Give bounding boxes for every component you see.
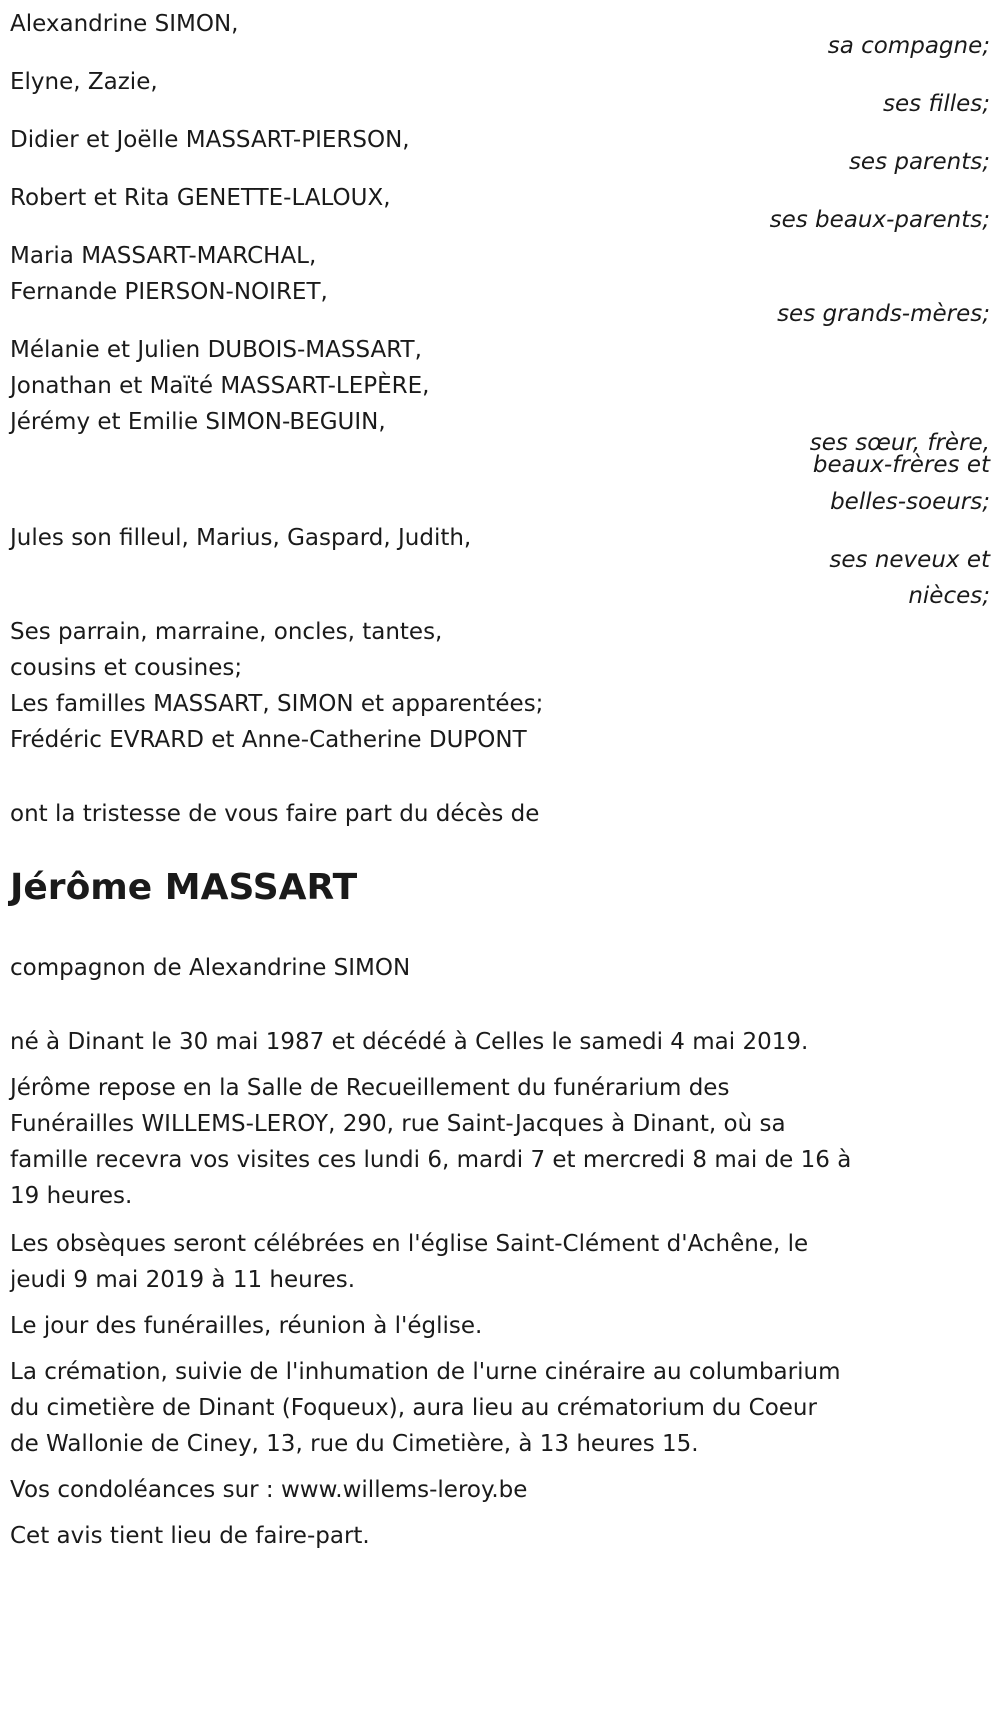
repose-line: Jérôme repose en la Salle de Recueillement du funérarium des (10, 1075, 730, 1101)
cremation-line: de Wallonie de Ciney, 13, rue du Cimetière, à 13 heures 15. (10, 1431, 699, 1457)
deceased-name: Jérôme MASSART (10, 867, 358, 908)
family-names: Fernande PIERSON-NOIRET, (10, 279, 328, 305)
other-relatives-line: Ses parrain, marraine, oncles, tantes, (10, 619, 443, 645)
cremation-line: du cimetière de Dinant (Foqueux), aura lieu au crématorium du Coeur (10, 1395, 817, 1421)
family-relation: beaux-frères et (812, 452, 990, 478)
announcement-line: ont la tristesse de vous faire part du décès de (10, 801, 540, 827)
gathering-line: Le jour des funérailles, réunion à l'église. (10, 1313, 483, 1339)
family-relation: ses neveux et (829, 547, 990, 573)
family-relation: ses parents; (848, 149, 990, 175)
other-relatives-line: Frédéric EVRARD et Anne-Catherine DUPONT (10, 727, 527, 753)
repose-line: 19 heures. (10, 1183, 133, 1209)
family-names: Maria MASSART-MARCHAL, (10, 243, 317, 269)
birth-death-line: né à Dinant le 30 mai 1987 et décédé à Celles le samedi 4 mai 2019. (10, 1029, 809, 1055)
other-relatives-line: cousins et cousines; (10, 655, 243, 681)
family-names: Jules son filleul, Marius, Gaspard, Judith, (10, 525, 472, 551)
family-names: Didier et Joëlle MASSART-PIERSON, (10, 127, 410, 153)
family-relation: sa compagne; (827, 33, 990, 59)
family-relation: ses sœur, frère, (809, 430, 990, 456)
closing-line: Cet avis tient lieu de faire-part. (10, 1523, 370, 1549)
family-names: Jonathan et Maïté MASSART-LEPÈRE, (10, 373, 430, 399)
family-names: Jérémy et Emilie SIMON-BEGUIN, (10, 409, 386, 435)
repose-line: Funérailles WILLEMS-LEROY, 290, rue Saint-Jacques à Dinant, où sa (10, 1111, 786, 1137)
other-relatives-line: Les familles MASSART, SIMON et apparentées; (10, 691, 544, 717)
condolences-line: Vos condoléances sur : www.willems-leroy.be (10, 1477, 528, 1503)
family-names: Alexandrine SIMON, (10, 11, 239, 37)
family-names: Mélanie et Julien DUBOIS-MASSART, (10, 337, 422, 363)
family-relation: ses grands-mères; (777, 301, 990, 327)
family-relation: nièces; (908, 583, 990, 609)
companion-line: compagnon de Alexandrine SIMON (10, 955, 411, 981)
family-relation: ses filles; (883, 91, 990, 117)
funeral-line: jeudi 9 mai 2019 à 11 heures. (10, 1267, 356, 1293)
family-relation: ses beaux-parents; (769, 207, 990, 233)
family-names: Elyne, Zazie, (10, 69, 158, 95)
family-relation: belles-soeurs; (830, 489, 990, 515)
repose-line: famille recevra vos visites ces lundi 6, mardi 7 et mercredi 8 mai de 16 à (10, 1147, 852, 1173)
family-names: Robert et Rita GENETTE-LALOUX, (10, 185, 391, 211)
funeral-line: Les obsèques seront célébrées en l'église Saint-Clément d'Achêne, le (10, 1231, 809, 1257)
cremation-line: La crémation, suivie de l'inhumation de l'urne cinéraire au columbarium (10, 1359, 841, 1385)
